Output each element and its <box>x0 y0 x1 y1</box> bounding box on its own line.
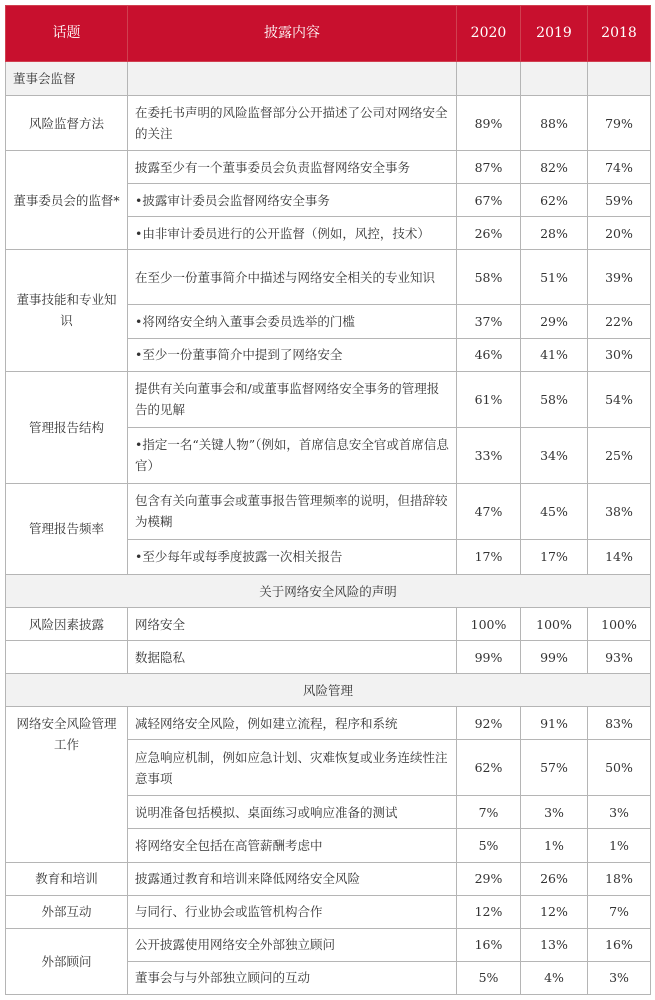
header-year-2020: 2020 <box>457 6 521 62</box>
value-2018: 14% <box>588 539 651 574</box>
value-2018: 59% <box>588 184 651 217</box>
value-2018: 22% <box>588 305 651 338</box>
value-2020: 5% <box>457 961 521 994</box>
value-2019: 3% <box>521 796 588 829</box>
section-title-board: 董事会监督 <box>6 62 128 96</box>
value-2020: 37% <box>457 305 521 338</box>
desc-cell: 应急响应机制，例如应急计划、灾难恢复或业务连续性注意事项 <box>128 740 457 796</box>
value-2019: 28% <box>521 217 588 250</box>
value-2019: 29% <box>521 305 588 338</box>
value-2019: 34% <box>521 427 588 483</box>
desc-cell: 公开披露使用网络安全外部独立顾问 <box>128 928 457 961</box>
desc-cell: 提供有关向董事会和/或董事监督网络安全事务的管理报告的见解 <box>128 371 457 427</box>
header-year-2019: 2019 <box>521 6 588 62</box>
value-2018: 38% <box>588 483 651 539</box>
value-2020: 7% <box>457 796 521 829</box>
desc-cell: 将网络安全包括在高管薪酬考虑中 <box>128 829 457 862</box>
value-2019: 100% <box>521 608 588 641</box>
value-2019: 45% <box>521 483 588 539</box>
value-2018: 1% <box>588 829 651 862</box>
header-topic: 话题 <box>6 6 128 62</box>
header-row <box>6 6 651 62</box>
table-row <box>6 928 651 961</box>
value-2020: 17% <box>457 539 521 574</box>
value-2020: 16% <box>457 928 521 961</box>
desc-cell: 说明准备包括模拟、桌面练习或响应准备的测试 <box>128 796 457 829</box>
table-row <box>6 707 651 740</box>
value-2018: 93% <box>588 641 651 674</box>
desc-cell: 在委托书声明的风险监督部分公开描述了公司对网络安全的关注 <box>128 96 457 151</box>
desc-cell: •至少一份董事简介中提到了网络安全 <box>128 338 457 371</box>
table-row <box>6 483 651 539</box>
value-2018: 50% <box>588 740 651 796</box>
topic-cell: 管理报告结构 <box>6 371 128 483</box>
value-2020: 33% <box>457 427 521 483</box>
section-empty-cell <box>457 62 521 96</box>
value-2019: 26% <box>521 862 588 895</box>
value-2020: 26% <box>457 217 521 250</box>
table-row <box>6 862 651 895</box>
value-2019: 99% <box>521 641 588 674</box>
section-row-risk-management <box>6 674 651 707</box>
topic-cell: 风险监督方法 <box>6 96 128 151</box>
value-2019: 4% <box>521 961 588 994</box>
section-empty-cell <box>128 62 457 96</box>
topic-cell: 教育和培训 <box>6 862 128 895</box>
desc-cell: 数据隐私 <box>128 641 457 674</box>
value-2020: 89% <box>457 96 521 151</box>
value-2018: 54% <box>588 371 651 427</box>
value-2019: 41% <box>521 338 588 371</box>
table-row <box>6 608 651 641</box>
desc-cell: 披露至少有一个董事委员会负责监督网络安全事务 <box>128 151 457 184</box>
value-2019: 13% <box>521 928 588 961</box>
section-title-risk-management: 风险管理 <box>6 674 651 707</box>
value-2018: 3% <box>588 961 651 994</box>
desc-cell: •指定一名“关键人物”（例如，首席信息安全官或首席信息官） <box>128 427 457 483</box>
desc-cell: 董事会与与外部独立顾问的互动 <box>128 961 457 994</box>
value-2018: 7% <box>588 895 651 928</box>
table-row <box>6 151 651 184</box>
value-2019: 82% <box>521 151 588 184</box>
table-row <box>6 96 651 151</box>
desc-cell: 网络安全 <box>128 608 457 641</box>
value-2018: 79% <box>588 96 651 151</box>
value-2020: 46% <box>457 338 521 371</box>
desc-cell: •披露审计委员会监督网络安全事务 <box>128 184 457 217</box>
value-2020: 99% <box>457 641 521 674</box>
header-disclosure: 披露内容 <box>128 6 457 62</box>
header-year-2018: 2018 <box>588 6 651 62</box>
value-2020: 92% <box>457 707 521 740</box>
value-2018: 20% <box>588 217 651 250</box>
disclosure-table <box>5 5 651 995</box>
value-2020: 5% <box>457 829 521 862</box>
desc-cell: •将网络安全纳入董事会委员选举的门槛 <box>128 305 457 338</box>
value-2020: 100% <box>457 608 521 641</box>
desc-cell: •由非审计委员进行的公开监督（例如，风控，技术） <box>128 217 457 250</box>
value-2018: 18% <box>588 862 651 895</box>
desc-cell: 披露通过教育和培训来降低网络安全风险 <box>128 862 457 895</box>
value-2018: 74% <box>588 151 651 184</box>
value-2019: 1% <box>521 829 588 862</box>
value-2019: 91% <box>521 707 588 740</box>
section-empty-cell <box>521 62 588 96</box>
desc-cell: 与同行、行业协会或监管机构合作 <box>128 895 457 928</box>
topic-cell: 风险因素披露 <box>6 608 128 641</box>
value-2019: 62% <box>521 184 588 217</box>
value-2018: 100% <box>588 608 651 641</box>
value-2018: 83% <box>588 707 651 740</box>
value-2020: 62% <box>457 740 521 796</box>
value-2019: 51% <box>521 250 588 305</box>
topic-cell: 外部顾问 <box>6 928 128 994</box>
section-title-risk-statement: 关于网络安全风险的声明 <box>6 574 651 607</box>
desc-cell: 减轻网络安全风险，例如建立流程，程序和系统 <box>128 707 457 740</box>
topic-cell: 管理报告频率 <box>6 483 128 574</box>
value-2018: 25% <box>588 427 651 483</box>
value-2018: 3% <box>588 796 651 829</box>
desc-cell: •至少每年或每季度披露一次相关报告 <box>128 539 457 574</box>
value-2018: 16% <box>588 928 651 961</box>
value-2020: 29% <box>457 862 521 895</box>
topic-cell: 董事技能和专业知识 <box>6 250 128 371</box>
value-2020: 87% <box>457 151 521 184</box>
value-2020: 47% <box>457 483 521 539</box>
desc-cell: 在至少一份董事简介中描述与网络安全相关的专业知识 <box>128 250 457 305</box>
value-2020: 58% <box>457 250 521 305</box>
topic-cell: 外部互动 <box>6 895 128 928</box>
section-row-risk-statement <box>6 574 651 607</box>
value-2020: 61% <box>457 371 521 427</box>
topic-cell: 董事委员会的监督* <box>6 151 128 250</box>
table-row <box>6 895 651 928</box>
value-2019: 58% <box>521 371 588 427</box>
table-row <box>6 371 651 427</box>
table-row <box>6 250 651 305</box>
value-2020: 67% <box>457 184 521 217</box>
value-2018: 39% <box>588 250 651 305</box>
section-empty-cell <box>588 62 651 96</box>
desc-cell: 包含有关向董事会或董事报告管理频率的说明，但措辞较为模糊 <box>128 483 457 539</box>
topic-cell-empty <box>6 641 128 674</box>
value-2020: 12% <box>457 895 521 928</box>
value-2019: 12% <box>521 895 588 928</box>
value-2018: 30% <box>588 338 651 371</box>
section-row-board <box>6 62 651 96</box>
value-2019: 57% <box>521 740 588 796</box>
value-2019: 88% <box>521 96 588 151</box>
value-2019: 17% <box>521 539 588 574</box>
topic-cell: 网络安全风险管理工作 <box>6 707 128 862</box>
table-row <box>6 641 651 674</box>
